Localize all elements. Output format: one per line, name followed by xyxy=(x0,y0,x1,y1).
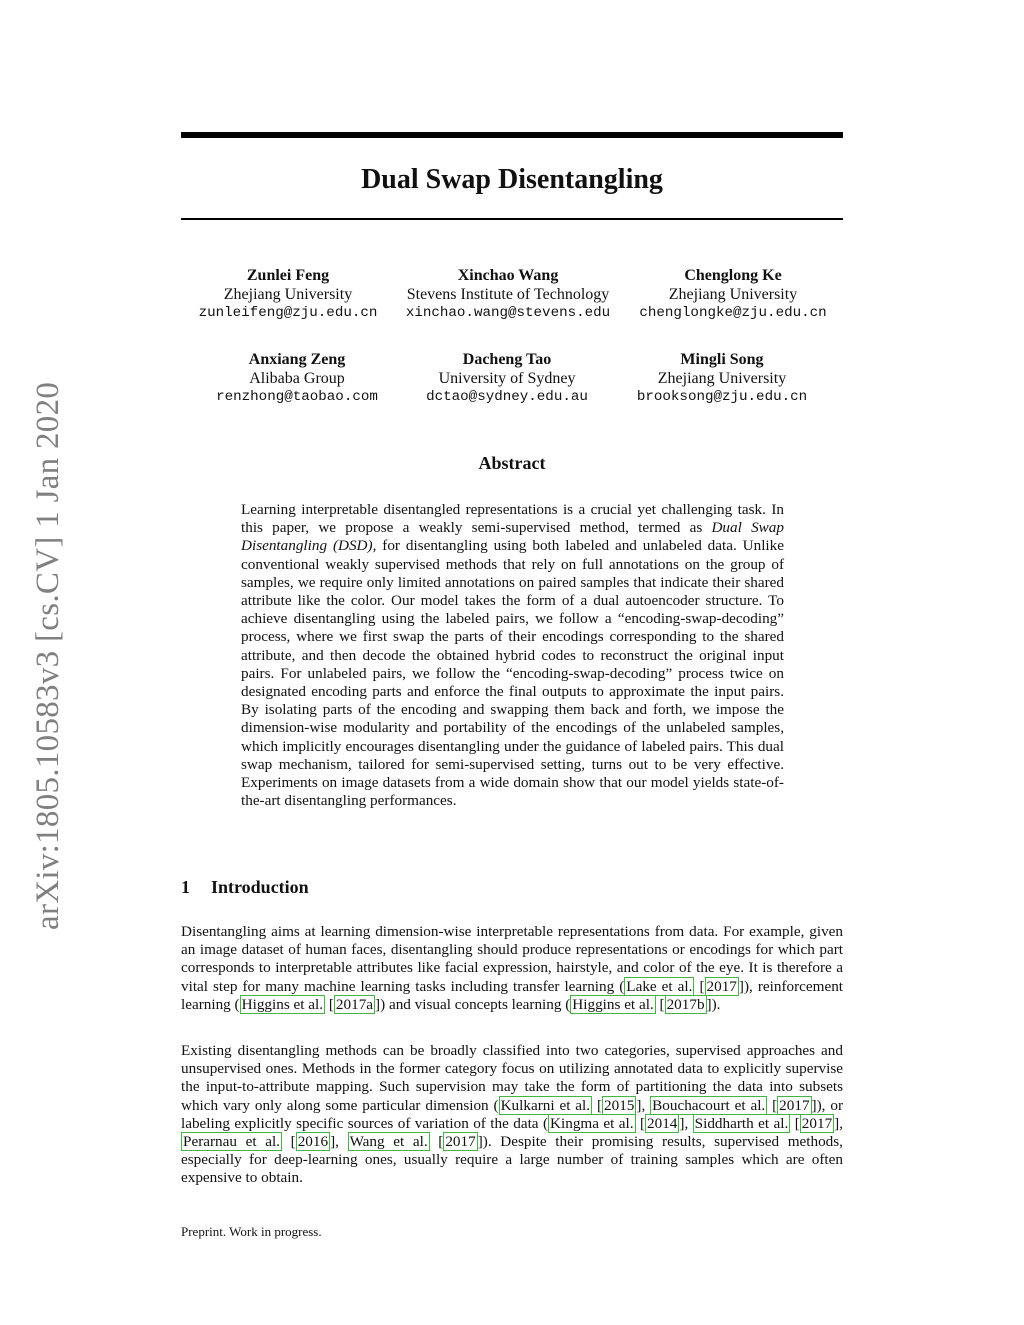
paragraph-text: ), or labeling explicitly specific sources of variation of the data ( xyxy=(181,1096,843,1132)
citation-link[interactable]: Wang et al. xyxy=(349,1133,428,1151)
arxiv-sidebar-stamp: arXiv:1805.10583v3 [cs.CV] 1 Jan 2020 xyxy=(30,381,66,930)
citation-year-link[interactable]: 2017a xyxy=(335,995,374,1013)
citation-year-link[interactable]: 2017 xyxy=(779,1096,810,1114)
author-name: Dacheng Tao xyxy=(462,351,552,368)
paragraph-text: Disentangling aims at learning dimension-wise interpretable representations from data. For example, given an image dataset of human faces, disentangling should produce representations or encodings for which part corresponds to interpretable attributes like facial expression, hairstyle, and color of the eye. It is therefore a vital step for many machine learning tasks including transfer learning ( xyxy=(181,923,843,995)
abstract-heading: Abstract xyxy=(478,453,546,473)
author-email: renzhong@taobao.com xyxy=(216,389,378,405)
abstract-body xyxy=(241,501,784,810)
author-affiliation: Alibaba Group xyxy=(249,369,345,387)
abstract-method-name: Dual Swap Disentangling (DSD) xyxy=(241,519,784,555)
author-email: brooksong@zju.edu.cn xyxy=(636,389,808,405)
footer-note: Preprint. Work in progress. xyxy=(181,1224,322,1239)
section-title: Introduction xyxy=(211,877,309,897)
paragraph-text: ), reinforcement learning ( xyxy=(181,977,844,1013)
author-name: Zunlei Feng xyxy=(246,267,330,284)
author-block xyxy=(387,351,627,407)
author-affiliation: Zhejiang University xyxy=(223,285,353,303)
author-name: Mingli Song xyxy=(680,351,764,368)
author-block xyxy=(177,351,417,407)
author-block xyxy=(613,267,853,323)
abstract-text: , for disentangling using both labeled and unlabeled data. Unlike conventional weakly supervised methods that rely on full annotations on the group of samples, we require only limited annotations on paired samples that indicate their shared attribute like the color. Our model takes the form of a dual autoencoder structure. To achieve disentangling using the labeled pairs, we follow a “encoding-swap-decoding” process, where we first swap the parts of their encodings corresponding to the shared attribute, and then decode the obtained hybrid codes to reconstruct the original input pairs. For unlabeled pairs, we follow the “encoding-swap-decoding” process twice on designated encoding parts and enforce the final outputs to approximate the input pairs. By isolating parts of the encoding and swapping them back and forth, we impose the dimension-wise modularity and portability of the encodings of the unlabeled samples, which implicitly encourages disentangling under the guidance of labeled pairs. This dual swap mechanism, tailored for semi-supervised setting, turns out to be very effective. Experiments on image datasets from a wide domain show that our model yields state-of-the-art disentangling performances. xyxy=(241,537,784,810)
author-email: dctao@sydney.edu.au xyxy=(426,389,588,405)
abstract-text: Learning interpretable disentangled representations is a crucial yet challenging task. In this paper, we propose a weakly semi-supervised method, termed as xyxy=(241,501,784,537)
section-number: 1 xyxy=(181,877,190,897)
author-email: xinchao.wang@stevens.edu xyxy=(405,305,611,321)
paragraph-text: Existing disentangling methods can be broadly classified into two categories, supervised approaches and unsupervised ones. Methods in the former category focus on utilizing annotated data to explicitly supervise the input-to-attribute mapping. Such supervision may take the form of partitioning the data into subsets which vary only along some particular dimension ( xyxy=(181,1042,843,1114)
author-email: zunleifeng@zju.edu.cn xyxy=(198,305,378,321)
citation-year-link[interactable]: 2014 xyxy=(647,1114,678,1132)
paragraph-text: ) and visual concepts learning ( xyxy=(380,995,571,1013)
paragraph-text: ). xyxy=(711,995,721,1013)
citation-link[interactable]: Siddharth et al. xyxy=(694,1114,789,1132)
citation-link[interactable]: Higgins et al. xyxy=(572,995,654,1013)
citation-year-link[interactable]: 2017b xyxy=(666,995,705,1013)
citation-link[interactable]: Bouchacourt et al. xyxy=(652,1096,766,1114)
citation-link[interactable]: Perarnau et al. xyxy=(183,1133,280,1151)
intro-paragraph-1: Disentangling aims at learning dimension-wise interpretable representations from data. For example, given an image dataset of human faces, disentangling should produce representations or encodings for which part corresponds to interpretable attributes like facial expression, hairstyle, and color of the eye. It is therefore a vital step for many machine learning tasks including transfer learning ( Lake et al. [ 2017 ]), reinforcement learning ( Higgins et al. [ 2017a ]) and visual concepts learning ( Higgins et al. [ 2017b ]). xyxy=(181,923,844,1013)
citation-link[interactable]: Kulkarni et al. xyxy=(500,1096,591,1114)
author-name: Anxiang Zeng xyxy=(248,351,346,368)
author-email: chenglongke@zju.edu.cn xyxy=(639,305,827,321)
author-affiliation: Stevens Institute of Technology xyxy=(406,285,610,303)
paper-title: Dual Swap Disentangling xyxy=(361,164,663,195)
author-name: Xinchao Wang xyxy=(457,267,559,284)
author-affiliation: Zhejiang University xyxy=(668,285,798,303)
author-affiliation: University of Sydney xyxy=(438,369,576,387)
author-block xyxy=(388,267,628,323)
author-block xyxy=(602,351,842,407)
citation-link[interactable]: Kingma et al. xyxy=(550,1114,634,1132)
citation-link[interactable]: Lake et al. xyxy=(626,977,693,995)
author-block xyxy=(168,267,408,323)
paragraph-text: ). Despite their promising results, supervised methods, especially for deep-learning ones, usually require a large number of training samples which are often expensive to obtain. xyxy=(181,1133,843,1187)
citation-year-link[interactable]: 2015 xyxy=(604,1096,635,1114)
citation-link[interactable]: Higgins et al. xyxy=(241,995,324,1013)
intro-paragraph-2: Existing disentangling methods can be broadly classified into two categories, supervised approaches and unsupervised ones. Methods in the former category focus on utilizing annotated data to explicitly supervise the input-to-attribute mapping. Such supervision may take the form of partitioning the data into subsets which vary only along some particular dimension ( Kulkarni et al. [ 2015 ], Bouchacourt et al. [ 2017 ]), or labeling explicitly specific sources of variation of the data ( Kingma et al. [ 2014 ], Siddharth et al. [ 2017 ], Perarnau et al. [ 2016 ], Wang et al. [ 2017 ]). Despite their promising results, supervised methods, especially for deep-learning ones, usually require a large number of training samples which are often expensive to obtain. xyxy=(181,1042,844,1187)
citation-year-link[interactable]: 2017 xyxy=(445,1133,476,1151)
author-name: Chenglong Ke xyxy=(684,267,782,284)
author-affiliation: Zhejiang University xyxy=(657,369,787,387)
title-top-rule xyxy=(181,132,843,138)
citation-year-link[interactable]: 2016 xyxy=(297,1133,329,1151)
section-heading xyxy=(181,877,309,898)
citation-year-link[interactable]: 2017 xyxy=(801,1114,833,1132)
title-bottom-rule xyxy=(181,218,843,220)
citation-year-link[interactable]: 2017 xyxy=(706,977,737,995)
